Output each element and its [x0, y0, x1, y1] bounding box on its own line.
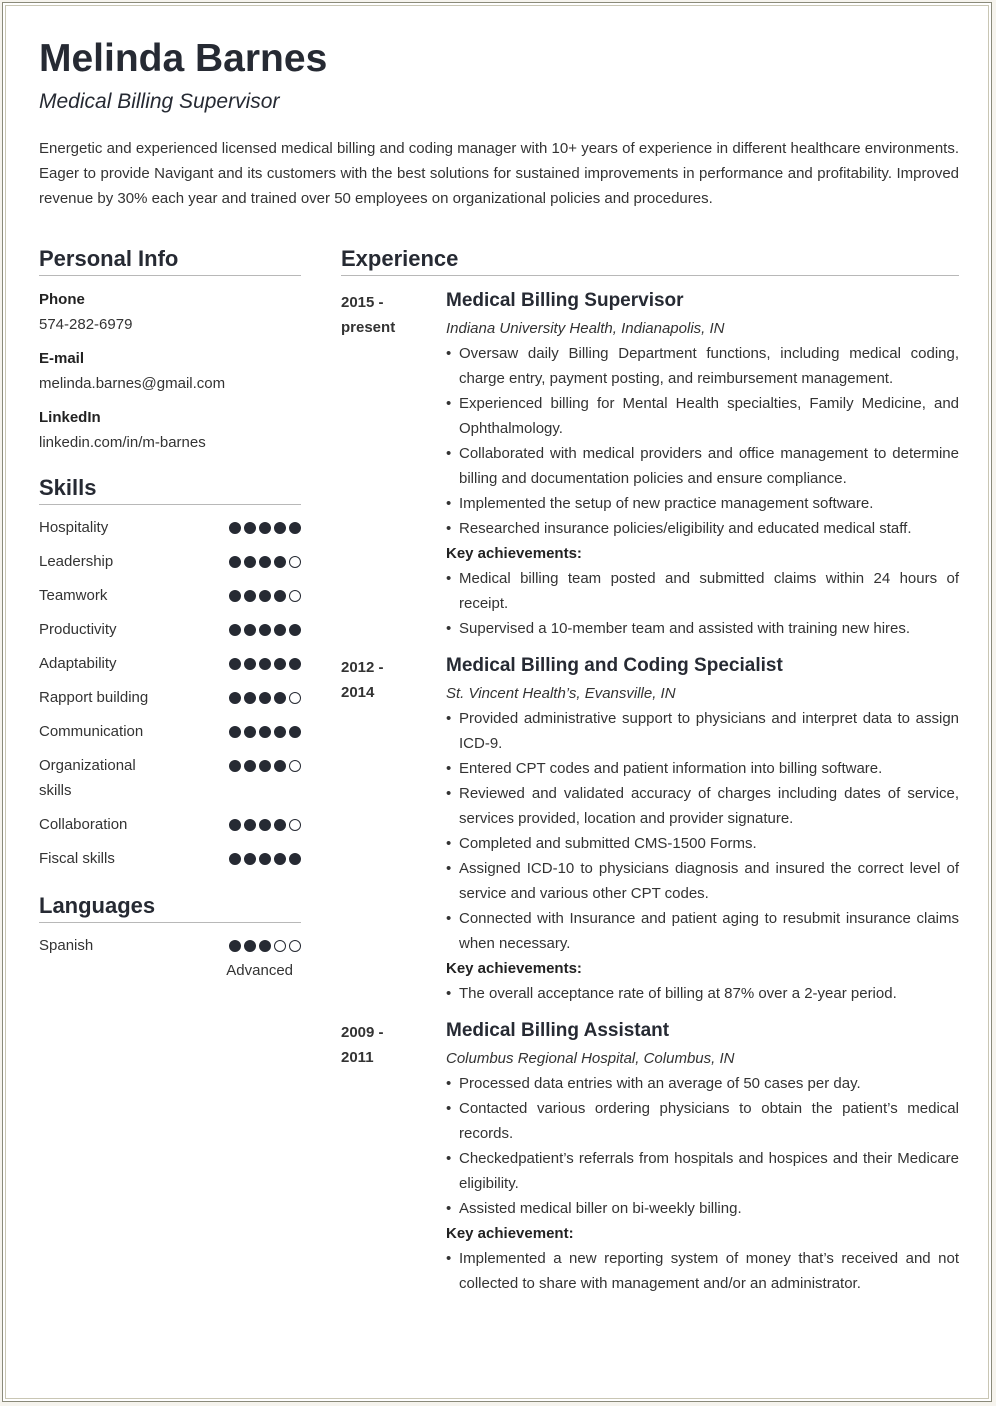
rating-dot-filled: [289, 853, 301, 865]
achievement-item: • Supervised a 10-member team and assisted with training new hires.: [446, 616, 959, 641]
skill-row-rating: [229, 846, 301, 871]
rating-dot-empty: [289, 819, 301, 831]
rating-dot-filled: [259, 522, 271, 534]
rating-dot-filled: [229, 819, 241, 831]
rating-dot-filled: [259, 819, 271, 831]
skill-row-name: Teamwork: [39, 587, 108, 604]
skill-row-name: Leadership: [39, 553, 114, 570]
rating-dot-filled: [244, 760, 256, 772]
phone-label: Phone: [39, 291, 85, 308]
responsibility-item: • Implemented the setup of new practice management software.: [446, 491, 959, 516]
responsibility-item: • Completed and submitted CMS-1500 Forms.: [446, 831, 959, 856]
skill-row-rating: [229, 651, 301, 676]
skill-row-name: Rapport building: [39, 689, 149, 706]
skill-row-rating: [229, 549, 301, 574]
skill-row: [39, 753, 301, 803]
achievement-item: • The overall acceptance rate of billing at 87% over a 2-year period.: [446, 981, 959, 1006]
rating-dot-filled: [244, 658, 256, 670]
rating-dot-filled: [244, 556, 256, 568]
rating-dot-filled: [244, 853, 256, 865]
job-period-start: 2015 -: [341, 294, 384, 311]
skill-row: [39, 685, 301, 710]
rating-dot-filled: [274, 556, 286, 568]
job-period: [341, 290, 421, 340]
skill-row-name: Productivity: [39, 621, 117, 638]
left-column: [39, 246, 301, 981]
job-period-start: 2012 -: [341, 659, 384, 676]
responsibility-item: • Collaborated with medical providers and office management to determine billing and documentation policies and ensure compliance.: [446, 441, 959, 491]
job-entry: [341, 286, 959, 641]
responsibility-item: • Assisted medical biller on bi-weekly billing.: [446, 1196, 959, 1221]
rating-dot-filled: [244, 692, 256, 704]
rating-dot-filled: [289, 624, 301, 636]
job-period-start: 2009 -: [341, 1024, 384, 1041]
job-details: [446, 1016, 959, 1296]
job-achievements: [446, 566, 959, 641]
language-row-name: Spanish: [39, 937, 94, 954]
job-details: [446, 651, 959, 1006]
language-row-rating: [229, 933, 301, 958]
job-responsibilities: [446, 1071, 959, 1221]
rating-dot-filled: [244, 726, 256, 738]
experience-title: Experience: [341, 246, 959, 276]
rating-dot-filled: [259, 556, 271, 568]
candidate-name: Melinda Barnes: [39, 37, 328, 80]
job-company: St. Vincent Health’s, Evansville, IN: [446, 685, 676, 702]
rating-dot-filled: [229, 658, 241, 670]
job-period-end: 2011: [341, 1049, 374, 1066]
rating-dot-filled: [229, 590, 241, 602]
skill-row-rating: [229, 515, 301, 540]
skill-row: [39, 719, 301, 744]
skill-row-rating: [229, 812, 301, 837]
rating-dot-filled: [244, 940, 256, 952]
rating-dot-filled: [229, 940, 241, 952]
rating-dot-filled: [244, 590, 256, 602]
skill-row-name: Adaptability: [39, 655, 117, 672]
languages-list: [39, 933, 301, 981]
rating-dot-empty: [289, 556, 301, 568]
responsibility-item: • Provided administrative support to physicians and interpret data to assign ICD-9.: [446, 706, 959, 756]
languages-title: Languages: [39, 893, 301, 923]
skill-row-rating: [229, 719, 301, 744]
job-period-end: present: [341, 319, 396, 336]
rating-dot-filled: [274, 726, 286, 738]
skills-title: Skills: [39, 475, 301, 505]
rating-dot-empty: [289, 692, 301, 704]
rating-dot-empty: [289, 590, 301, 602]
rating-dot-filled: [274, 590, 286, 602]
jobs-list: [341, 286, 959, 1296]
job-entry: [341, 651, 959, 1006]
rating-dot-filled: [229, 692, 241, 704]
skill-row-rating: [229, 583, 301, 608]
responsibility-item: • Oversaw daily Billing Department functions, including medical coding, charge entry, payment posting, and reimbursement management.: [446, 341, 959, 391]
rating-dot-filled: [274, 819, 286, 831]
candidate-role: Medical Billing Supervisor: [39, 90, 280, 113]
job-period: [341, 655, 421, 705]
skill-row-name: Hospitality: [39, 519, 109, 536]
skill-row-rating: [229, 753, 301, 778]
skill-row-name: Organizational skills: [39, 757, 136, 799]
responsibility-item: • Checkedpatient’s referrals from hospitals and hospices and their Medicare eligibility.: [446, 1146, 959, 1196]
rating-dot-filled: [289, 522, 301, 534]
linkedin-label: LinkedIn: [39, 409, 101, 426]
job-title: Medical Billing Assistant: [446, 1020, 670, 1041]
job-company: Columbus Regional Hospital, Columbus, IN: [446, 1050, 735, 1067]
skill-row: [39, 846, 301, 871]
rating-dot-filled: [259, 760, 271, 772]
job-period: [341, 1020, 421, 1070]
achievement-item: • Implemented a new reporting system of money that’s received and not collected to share with management and/or an administrator.: [446, 1246, 959, 1296]
job-responsibilities: [446, 341, 959, 541]
right-column: [341, 246, 959, 1296]
responsibility-item: • Connected with Insurance and patient aging to resubmit insurance claims when necessary.: [446, 906, 959, 956]
responsibility-item: • Contacted various ordering physicians to obtain the patient’s medical records.: [446, 1096, 959, 1146]
resume-page: [2, 2, 992, 1402]
skill-row-name: Collaboration: [39, 816, 128, 833]
job-entry: [341, 1016, 959, 1296]
job-achievements: [446, 1246, 959, 1296]
key-achievements-label: Key achievements:: [446, 545, 582, 562]
rating-dot-filled: [274, 658, 286, 670]
rating-dot-empty: [289, 940, 301, 952]
rating-dot-filled: [259, 624, 271, 636]
job-title: Medical Billing Supervisor: [446, 290, 684, 311]
job-title: Medical Billing and Coding Specialist: [446, 655, 783, 676]
skill-row: [39, 812, 301, 837]
rating-dot-filled: [244, 522, 256, 534]
responsibility-item: • Reviewed and validated accuracy of charges including dates of service, services provided, location and provider signature.: [446, 781, 959, 831]
personal-info-title: Personal Info: [39, 246, 301, 276]
key-achievements-label: Key achievement:: [446, 1225, 574, 1242]
rating-dot-filled: [229, 522, 241, 534]
job-details: [446, 286, 959, 641]
responsibility-item: • Processed data entries with an average of 50 cases per day.: [446, 1071, 959, 1096]
skill-row-rating: [229, 617, 301, 642]
rating-dot-filled: [259, 590, 271, 602]
rating-dot-filled: [259, 940, 271, 952]
rating-dot-filled: [274, 692, 286, 704]
job-period-end: 2014: [341, 684, 375, 701]
job-company: Indiana University Health, Indianapolis, IN: [446, 320, 725, 337]
job-responsibilities: [446, 706, 959, 956]
rating-dot-filled: [274, 853, 286, 865]
rating-dot-filled: [229, 624, 241, 636]
rating-dot-filled: [244, 819, 256, 831]
rating-dot-filled: [229, 760, 241, 772]
key-achievements-label: Key achievements:: [446, 960, 582, 977]
rating-dot-filled: [274, 760, 286, 772]
skill-row-rating: [229, 685, 301, 710]
skill-row: [39, 583, 301, 608]
rating-dot-empty: [274, 940, 286, 952]
skill-row-name: Fiscal skills: [39, 850, 115, 867]
language-row: [39, 933, 301, 958]
rating-dot-filled: [289, 658, 301, 670]
skill-row: [39, 515, 301, 540]
rating-dot-filled: [289, 726, 301, 738]
rating-dot-filled: [259, 853, 271, 865]
email-label: E-mail: [39, 350, 85, 367]
rating-dot-empty: [289, 760, 301, 772]
linkedin-value: linkedin.com/in/m-barnes: [39, 434, 206, 451]
profile-summary: Energetic and experienced licensed medical billing and coding manager with 10+ years of experience in different healthcare environments. Eager to provide Navigant and its customers with the best solutions for sustained improvements in performance and profitability. Improved revenue by 30% each year and trained over 50 employees on organizational policies and procedures.: [39, 140, 959, 207]
rating-dot-filled: [259, 692, 271, 704]
language-level: Advanced: [226, 962, 293, 979]
skill-row: [39, 617, 301, 642]
rating-dot-filled: [229, 726, 241, 738]
email-value: melinda.barnes@gmail.com: [39, 375, 226, 392]
responsibility-item: • Assigned ICD-10 to physicians diagnosis and insured the correct level of service and various other CPT codes.: [446, 856, 959, 906]
phone-value: 574-282-6979: [39, 316, 133, 333]
rating-dot-filled: [259, 726, 271, 738]
rating-dot-filled: [229, 556, 241, 568]
responsibility-item: • Researched insurance policies/eligibility and educated medical staff.: [446, 516, 959, 541]
responsibility-item: • Entered CPT codes and patient information into billing software.: [446, 756, 959, 781]
rating-dot-filled: [244, 624, 256, 636]
rating-dot-filled: [229, 853, 241, 865]
skill-row: [39, 549, 301, 574]
rating-dot-filled: [259, 658, 271, 670]
job-achievements: [446, 981, 959, 1006]
skills-list: [39, 515, 301, 871]
achievement-item: • Medical billing team posted and submitted claims within 24 hours of receipt.: [446, 566, 959, 616]
responsibility-item: • Experienced billing for Mental Health specialties, Family Medicine, and Ophthalmology.: [446, 391, 959, 441]
skill-row-name: Communication: [39, 723, 144, 740]
rating-dot-filled: [274, 624, 286, 636]
skill-row: [39, 651, 301, 676]
rating-dot-filled: [274, 522, 286, 534]
